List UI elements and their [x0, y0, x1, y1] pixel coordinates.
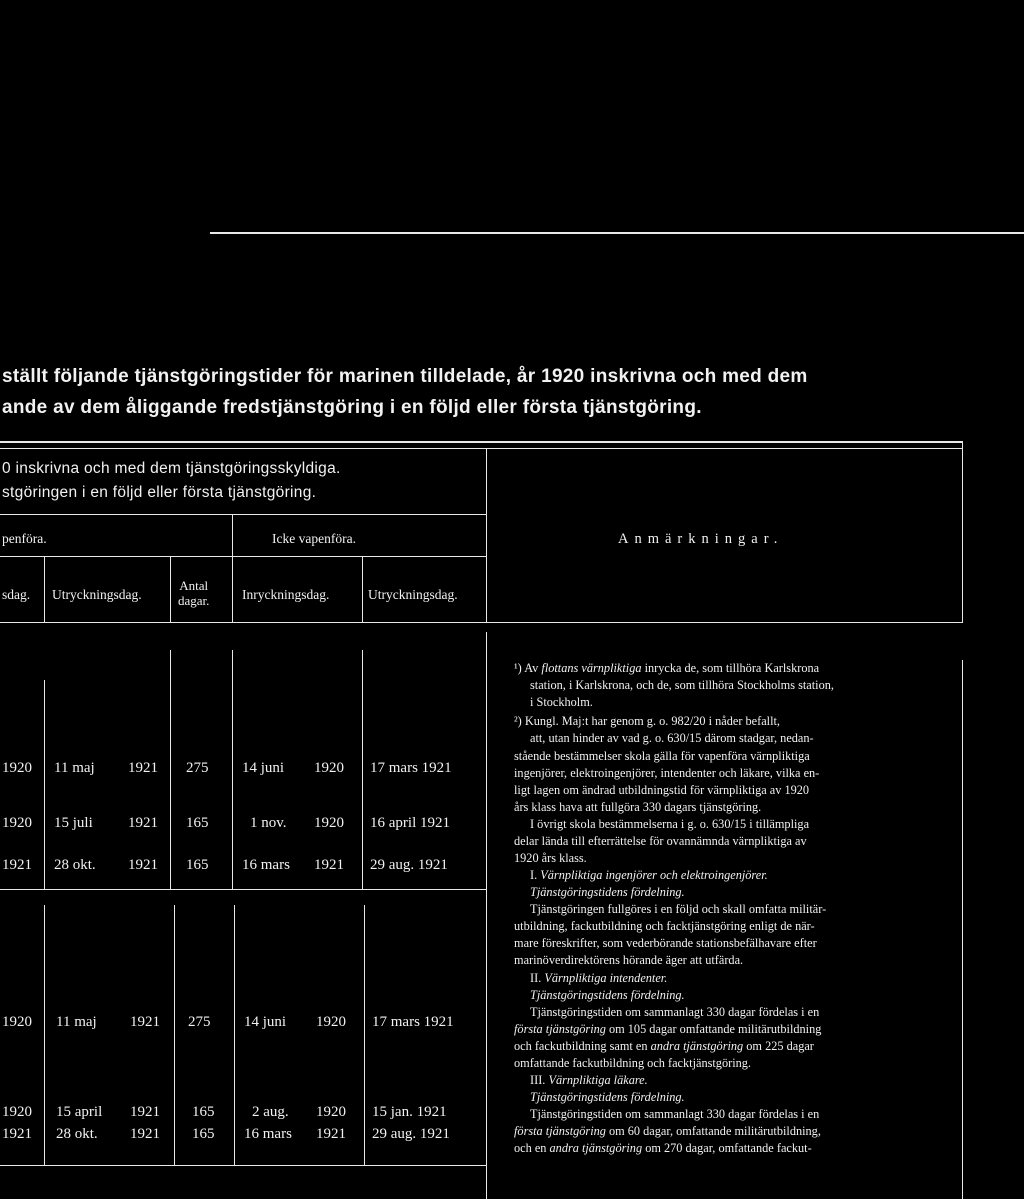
note-line: ingenjörer, elektroingenjörer, intendenter och läkare, vilka en- [514, 766, 820, 780]
note-subheading: Tjänstgöringstidens fördelning. [530, 1090, 685, 1104]
col-header-antal-2: dagar. [178, 593, 210, 608]
cell-date: 14 juni [242, 760, 285, 776]
cell-year: 1920 [2, 1104, 32, 1120]
note-subheading: Tjänstgöringstidens fördelning. [530, 988, 685, 1002]
header-rule [0, 622, 962, 623]
body-divider-8 [364, 905, 365, 1165]
cell-year: 1921 [130, 1014, 160, 1030]
note-line: första tjänstgöring om 60 dagar, omfattande militärutbildning, [514, 1124, 821, 1138]
body-divider-7 [234, 905, 235, 1165]
note-line: stående bestämmelser skola gälla för vapenföra värnpliktiga [514, 749, 810, 763]
note-heading: III. Värnpliktiga läkare. [530, 1073, 648, 1087]
body-divider-4 [362, 650, 363, 890]
cell-date: 17 mars 1921 [370, 760, 452, 776]
cell-date: 29 aug. 1921 [372, 1126, 450, 1142]
divider-group [232, 514, 233, 623]
note-line: och en andra tjänstgöring om 270 dagar, omfattande fackut- [514, 1141, 812, 1155]
col-divider-2 [170, 556, 171, 623]
col-header-inryck-partial: sdag. [2, 587, 31, 602]
table-top-rule [0, 441, 962, 443]
cell-days: 275 [188, 1014, 211, 1030]
cell-year: 1920 [314, 760, 344, 776]
section-rule [0, 889, 486, 890]
cell-year: 1921 [130, 1104, 160, 1120]
cell-days: 165 [192, 1126, 215, 1142]
col-header-inryck: Inryckningsdag. [242, 587, 330, 602]
note-2: ²) Kungl. Maj:t har genom g. o. 982/20 i nåder befallt, [514, 714, 780, 728]
cell-year: 1920 [316, 1104, 346, 1120]
cell-date: 15 april [56, 1104, 103, 1120]
cell-date: 17 mars 1921 [372, 1014, 454, 1030]
note-line: Tjänstgöringen fullgöres i en följd och skall omfatta militär- [530, 902, 827, 916]
cell-date: 28 okt. [56, 1126, 98, 1142]
body-divider-1 [44, 680, 45, 890]
col-header-antal [178, 578, 209, 608]
cell-year: 1921 [2, 857, 32, 873]
cell-date: 16 april 1921 [370, 815, 450, 831]
divider-right [962, 441, 963, 623]
note-line: att, utan hinder av vad g. o. 630/15 därom stadgar, nedan- [530, 731, 814, 745]
note-1: ¹) Av flottans värnpliktiga inrycka de, som tillhöra Karlskrona [514, 661, 820, 675]
table-top-rule-2 [0, 448, 962, 449]
bottom-rule [0, 1165, 486, 1166]
cell-year: 1920 [2, 760, 32, 776]
cell-date: 15 jan. 1921 [372, 1104, 447, 1120]
body-divider-6 [174, 905, 175, 1165]
col-header-antal-1: Antal [179, 578, 209, 593]
subtitle-line2: stgöringen i en följd eller första tjänstgöring. [2, 484, 317, 501]
cell-year: 1921 [128, 857, 158, 873]
note-line: Tjänstgöringstiden om sammanlagt 330 dagar fördelas i en [530, 1005, 820, 1019]
cell-days: 275 [186, 760, 209, 776]
cell-days: 165 [186, 815, 209, 831]
cell-date: 2 aug. [252, 1104, 289, 1120]
cell-days: 165 [186, 857, 209, 873]
subtitle-line1: 0 inskrivna och med dem tjänstgöringsskyldiga. [2, 460, 341, 477]
cell-date: 1 nov. [250, 815, 287, 831]
note-line: i Stockholm. [530, 695, 593, 709]
cell-year: 1921 [2, 1126, 32, 1142]
cell-date: 14 juni [244, 1014, 287, 1030]
divider-anm [486, 448, 487, 623]
note-line: och fackutbildning samt en andra tjänstgöring om 225 dagar [514, 1039, 814, 1053]
col-divider-1 [44, 556, 45, 623]
note-line: ligt lagen om ändrad utbildningstid för värnpliktiga av 1920 [514, 783, 810, 797]
cell-year: 1921 [316, 1126, 346, 1142]
note-heading: I. Värnpliktiga ingenjörer och elektroingenjörer. [530, 868, 768, 882]
header-vapenfora: penföra. [2, 531, 47, 546]
group-rule [0, 556, 486, 557]
note-line: omfattande fackutbildning och facktjänstgöring. [514, 1056, 751, 1070]
note-line: års klass hava att fullgöra 330 dagars tjänstgöring. [514, 800, 762, 814]
note-line: första tjänstgöring om 105 dagar omfattande militärutbildning [514, 1022, 822, 1036]
note-line: utbildning, fackutbildning och facktjänstgöring enligt de när- [514, 919, 815, 933]
note-line: delar lända till efterrättelse för ovannämnda värnpliktiga av [514, 834, 807, 848]
note-line: mare föreskrifter, som vederbörande stationsbefälhavare efter [514, 936, 817, 950]
header-anmarkningar: Anmärkningar. [618, 531, 784, 547]
cell-year: 1920 [2, 1014, 32, 1030]
cell-date: 16 mars [244, 1126, 292, 1142]
cell-date: 28 okt. [54, 857, 96, 873]
note-subheading: Tjänstgöringstidens fördelning. [530, 885, 685, 899]
body-divider-anm [486, 632, 487, 1199]
cell-date: 11 maj [56, 1014, 97, 1030]
cell-year: 1921 [130, 1126, 160, 1142]
cell-year: 1920 [314, 815, 344, 831]
page-title-line1: ställt följande tjänstgöringstider för marinen tilldelade, år 1920 inskrivna och med dem [2, 366, 808, 387]
note-line: I övrigt skola bestämmelserna i g. o. 630/15 i tillämpliga [530, 817, 810, 831]
body-divider-3 [232, 650, 233, 890]
top-rule [210, 232, 1024, 234]
note-line: marinöverdirektörens hörande äger att utfärda. [514, 953, 744, 967]
col-header-utryck-2: Utryckningsdag. [368, 587, 458, 602]
note-line: Tjänstgöringstiden om sammanlagt 330 dagar fördelas i en [530, 1107, 820, 1121]
note-heading: II. Värnpliktiga intendenter. [530, 971, 668, 985]
note-line: station, i Karlskrona, och de, som tillhöra Stockholms station, [530, 678, 834, 692]
cell-year: 1921 [314, 857, 344, 873]
cell-days: 165 [192, 1104, 215, 1120]
cell-year: 1921 [128, 760, 158, 776]
body-divider-2 [170, 650, 171, 890]
col-divider-3 [362, 556, 363, 623]
cell-year: 1920 [2, 815, 32, 831]
cell-date: 15 juli [54, 815, 93, 831]
body-divider-5 [44, 905, 45, 1165]
cell-year: 1921 [128, 815, 158, 831]
cell-year: 1920 [316, 1014, 346, 1030]
cell-date: 29 aug. 1921 [370, 857, 448, 873]
cell-date: 16 mars [242, 857, 290, 873]
cell-date: 11 maj [54, 760, 95, 776]
note-line: 1920 års klass. [514, 851, 587, 865]
subtitle-rule [0, 514, 486, 515]
header-icke-vapenfora: Icke vapenföra. [272, 531, 356, 546]
page-title-line2: ande av dem åliggande fredstjänstgöring i en följd eller första tjänstgöring. [2, 397, 702, 418]
col-header-utryck: Utryckningsdag. [52, 587, 142, 602]
